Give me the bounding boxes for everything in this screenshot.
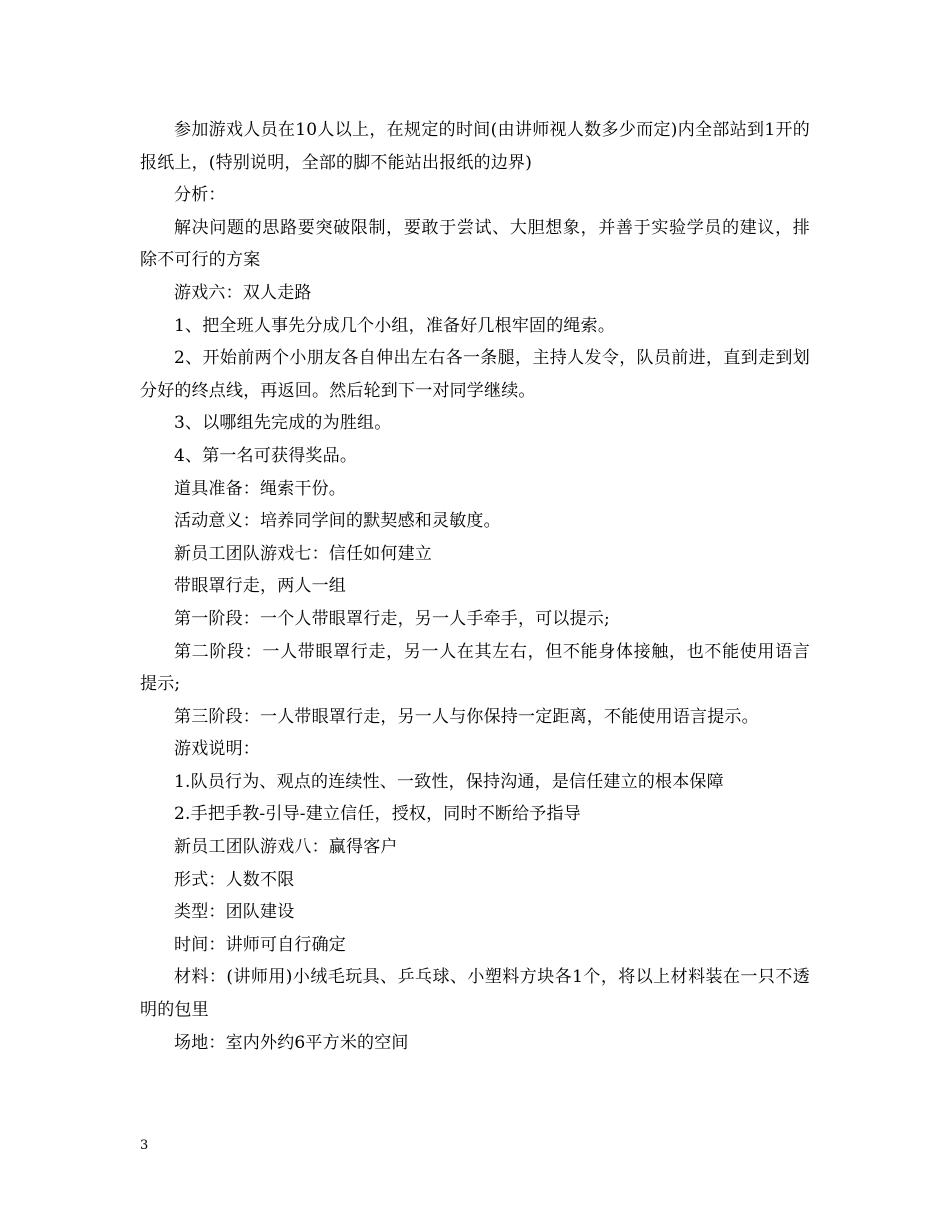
paragraph: 3、以哪组先完成的为胜组。 bbox=[174, 413, 392, 434]
paragraph: 时间：讲师可自行确定 bbox=[174, 934, 346, 955]
paragraph: 形式：人数不限 bbox=[174, 869, 295, 890]
paragraph: 新员工团队游戏八：赢得客户 bbox=[174, 837, 398, 858]
paragraph: 第二阶段：一人带眼罩行走，另一人在其左右，但不能身体接触，也不能使用语言提示; bbox=[140, 641, 810, 695]
paragraph: 1.队员行为、观点的连续性、一致性，保持沟通，是信任建立的根本保障 bbox=[174, 771, 724, 792]
paragraph: 游戏六：双人走路 bbox=[174, 282, 312, 303]
paragraph: 游戏说明： bbox=[174, 739, 260, 760]
paragraph: 2、开始前两个小朋友各自伸出左右各一条腿，主持人发令，队员前进，直到走到划分好的终点线，再返回。然后轮到下一对同学继续。 bbox=[140, 348, 810, 401]
paragraph: 活动意义：培养同学间的默契感和灵敏度。 bbox=[174, 511, 501, 532]
paragraph: 场地：室内外约6平方米的空间 bbox=[174, 1032, 409, 1053]
paragraph: 第三阶段：一人带眼罩行走，另一人与你保持一定距离，不能使用语言提示。 bbox=[174, 706, 759, 727]
paragraph: 类型：团队建设 bbox=[174, 902, 295, 923]
paragraph: 新员工团队游戏七：信任如何建立 bbox=[174, 543, 432, 564]
paragraph: 带眼罩行走，两人一组 bbox=[174, 576, 346, 597]
body-text bbox=[140, 114, 810, 1059]
paragraph: 2.手把手教-引导-建立信任，授权，同时不断给予指导 bbox=[174, 804, 581, 825]
paragraph: 4、第一名可获得奖品。 bbox=[174, 445, 358, 466]
page-number: 3 bbox=[140, 1138, 149, 1153]
paragraph: 1、把全班人事先分成几个小组，准备好几根牢固的绳索。 bbox=[174, 315, 616, 336]
paragraph: 第一阶段：一个人带眼罩行走，另一人手牵手，可以提示; bbox=[174, 608, 610, 629]
paragraph: 道具准备：绳索干份。 bbox=[174, 478, 346, 499]
paragraph: 解决问题的思路要突破限制，要敢于尝试、大胆想象，并善于实验学员的建议，排除不可行的方案 bbox=[140, 217, 810, 271]
paragraph: 参加游戏人员在10人以上，在规定的时间(由讲师视人数多少而定)内全部站到1开的报纸上，(特别说明，全部的脚不能站出报纸的边界) bbox=[140, 120, 810, 173]
paragraph: 分析： bbox=[174, 185, 226, 206]
paragraph: 材料：(讲师用)小绒毛玩具、乒乓球、小塑料方块各1个，将以上材料装在一只不透明的包里 bbox=[140, 967, 810, 1021]
